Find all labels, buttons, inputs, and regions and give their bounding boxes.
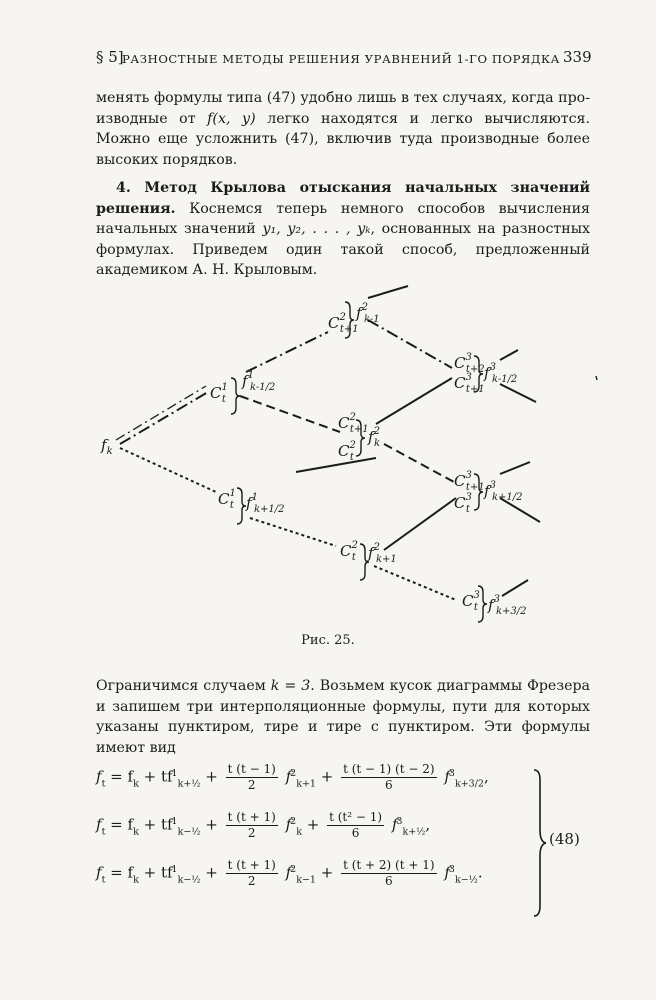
paragraph-2-text-a: Коснемся теперь немного способов вычисления начальных значений [96,200,590,237]
header-title: РАЗНОСТНЫЕ МЕТОДЫ РЕШЕНИЯ УРАВНЕНИЙ 1-ГО ПОРЯДКА [122,52,560,66]
label-c3-b: $C^3$ t+1 [454,372,485,395]
label-f-k-minus-half: $f^1$ k-1/2 [242,370,276,393]
label-f-k2: $f^2$ k [368,426,380,449]
brace-1 [231,378,240,414]
paragraph-3-text-b: . Возьмем кусок диаграммы Фрезера и запишем три интерполяционные формулы, пути для которых указаны пунктиром, тире и тире с пунктиром. Эти формулы имеют вид [96,678,591,756]
label-c2-mid-b: $C^2$ t [338,440,356,463]
label-c3-a: $C^3$ t+2 [454,352,485,375]
paragraph-1-text-b: легко находятся и легко вычисляются. Можно еще усложнить (47), включив туда производные более высоких порядков. [96,110,591,168]
section-heading: 4. Метод Крылова отыскания начальных значений решения. [96,180,590,217]
label-fk: $f_k$ [101,436,113,457]
label-c2-top: $C^2$ t+1 [328,312,359,335]
paragraph-1-math: f(x, y) [207,110,256,127]
path-dotted-3 [374,566,456,600]
solid-line-7 [500,462,530,474]
paragraph-3-text-a: Ограничимся случаем [96,678,271,694]
solid-line-3 [296,458,376,472]
paragraph-2-text-b: , основанных на разностных формулах. Приведем один такой способ, предложенный академиком А. Н. Крыловым. [96,221,590,278]
paragraph-3 [96,676,590,758]
solid-line-4 [384,498,456,550]
solid-line-9 [502,580,528,596]
page-number: 339 [563,48,592,66]
paragraph-1-text-a: менять формулы типа (47) удобно лишь в тех случаях, когда производные от [96,90,590,127]
paragraph-1 [96,88,590,170]
equation-3: $f_t = f_k + tf^1_{k-\frac{1}{2}}$ + $\frac{t (t + 1)}{2}$ $f^2_{k-1}$ + $\frac{t (t + 2) (t + 1)}{6}$ $f^3_{k-\frac{1}{2}}$. [96,858,483,888]
solid-line-5 [500,350,518,360]
solid-line-1 [368,286,408,298]
label-f3-k-minus-half: $f^3$ k-1/2 [484,362,518,385]
label-c3-d: $C^3$ t [454,492,472,515]
equation-brace [533,768,547,918]
label-f3-k-plus-half: $f^3$ k+1/2 [484,480,523,503]
solid-line-2 [376,378,452,424]
path-dashdot-3 [368,320,452,368]
header-section: § 5] [96,48,124,66]
fraser-diagram [0,260,656,630]
label-f-k-minus-1: $f^2$ k-1 [356,302,380,325]
label-c3-e: $C^3$ t [462,590,480,613]
path-dashdot-1 [120,392,208,444]
path-dotted-1 [120,448,216,492]
figure-caption: Рис. 25. [301,633,355,648]
equation-2: $f_t = f_k + tf^1_{k-\frac{1}{2}}$ + $\frac{t (t + 1)}{2}$ $f^2_k$ + $\frac{\text{t (t² − 1)}}{6}$ $f^3_{k+\frac{1}{2}}$, [96,810,431,840]
path-dash-2 [384,444,454,482]
path-dotted-2 [250,518,336,546]
path-dash-1 [240,396,340,432]
paragraph-2-math: y₁, y₂, . . . , yₖ [262,221,371,237]
label-f3-k-plus-3half: $f^3$ k+3/2 [488,594,527,617]
path-dashdot-1b [116,386,206,440]
label-f-k-plus-half: $f^1$ k+1/2 [246,492,285,515]
solid-line-6 [500,384,536,402]
label-c1-lower: $C^1$ t [218,488,236,511]
margin-mark [596,376,597,380]
label-c2-mid-a: $C^2$ t+1 [338,412,369,435]
paragraph-3-math: k = 3 [270,678,311,694]
brace-4 [237,488,246,524]
label-c2-low: $C^2$ t [340,540,358,563]
equation-1: $f_t = f_k + tf^1_{k+\frac{1}{2}}$ + $\frac{t (t - 1)}{2}$ $f^2_{k+1}$ + $\frac{t (t - 1) (t - 2)}{6}$ $f^3_{k+3/2}$, [96,762,489,792]
path-dashdot-2 [246,332,328,372]
equation-number: (48) [549,830,580,848]
label-f-k-plus-1: $f^2$ k+1 [368,542,397,565]
label-c1-upper: $C^1$ t [210,382,228,405]
label-c3-c: $C^3$ t+1 [454,470,485,493]
